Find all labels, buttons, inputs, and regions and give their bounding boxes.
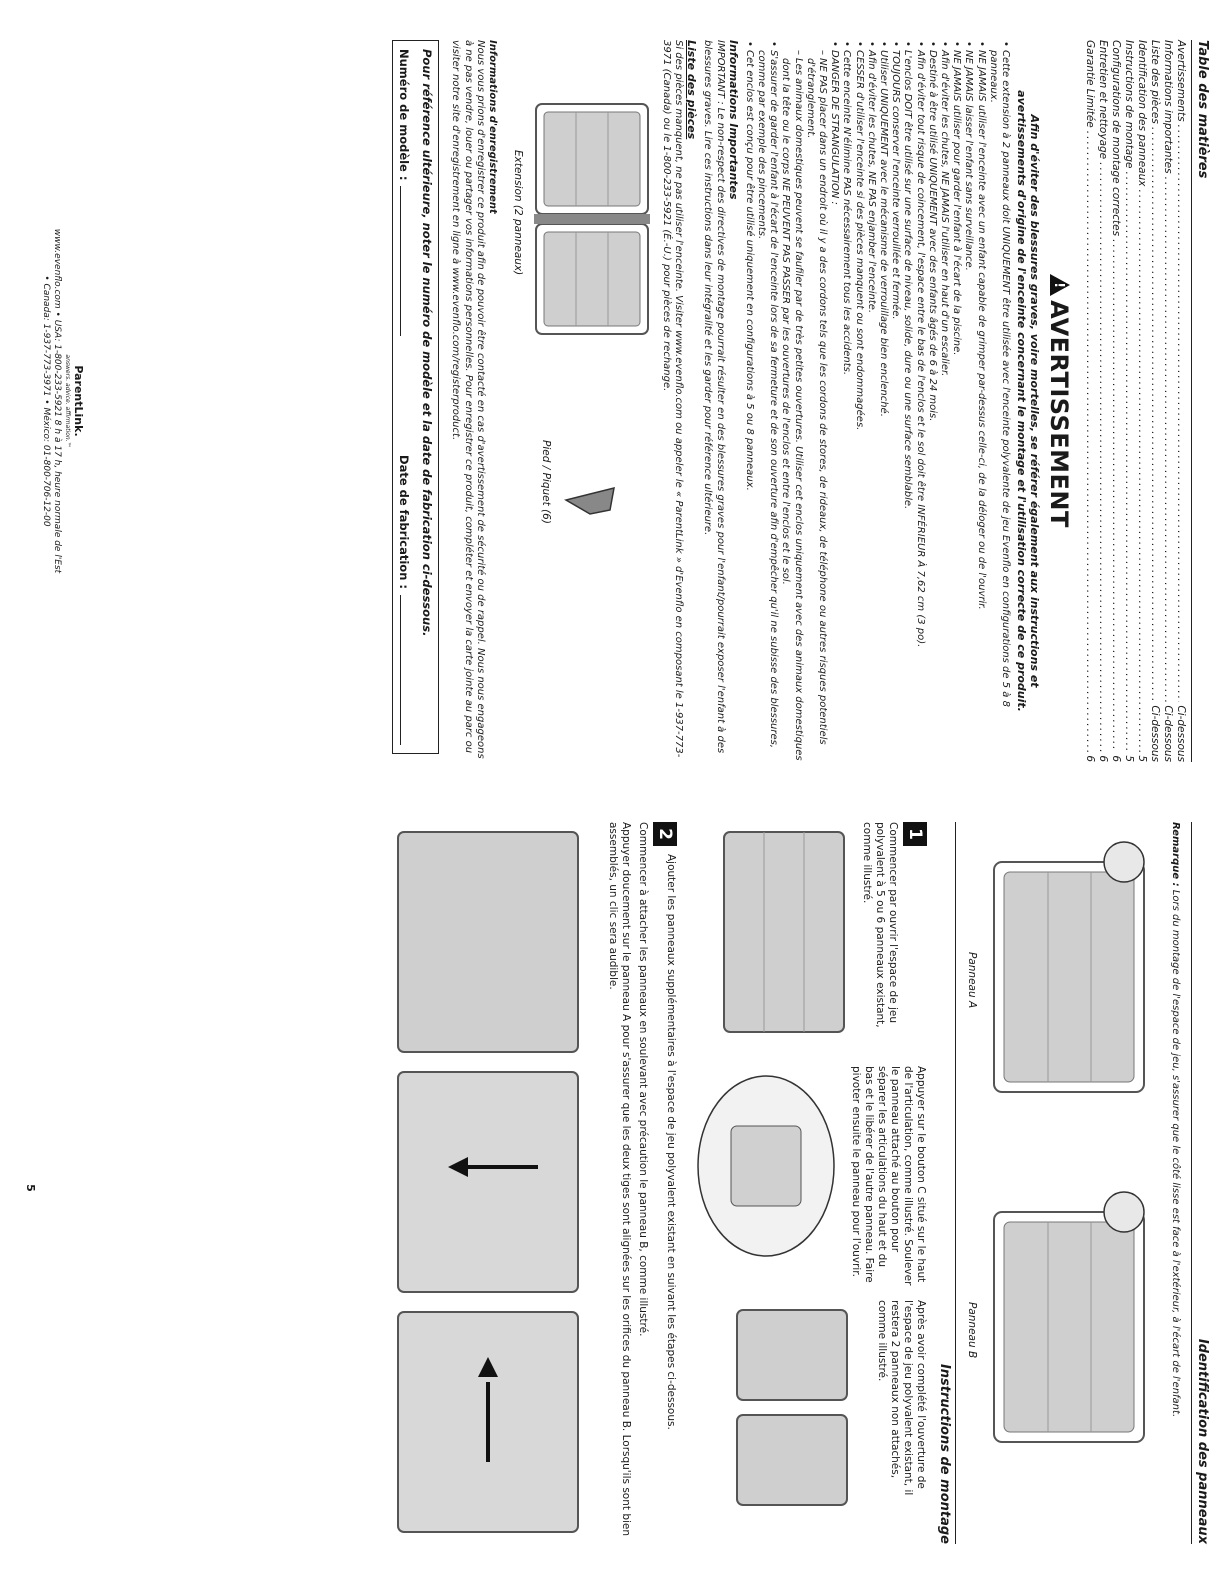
important-text: IMPORTANT : Le non-respect des directives de montage pourrait résulter en des blessures graves pour l'enfant/pourrait exposer l'enfant à des blessures graves. Lire ces instructions dans leur intégralité et les garder pour référence ultérieure. [702,40,726,754]
stake-caption: Pied / Piquet (6) [539,440,552,524]
toc-row[interactable] [1096,40,1109,762]
step-1c-text: Après avoir complété l'ouverture de l'espace de jeu polyvalent existant, il restera 2 panneaux non attachés, comme illustré. [876,1300,927,1496]
reference-box [392,40,439,754]
step-1c-illustration [717,1300,867,1510]
toc-page: 5 [1123,755,1135,762]
toc-row[interactable] [1148,40,1161,762]
panel-identification-figure [954,822,1164,1544]
toc-page: Ci-dessous [1175,705,1187,762]
panel-b-caption: Panneau B [966,1302,978,1359]
step-1b-illustration [691,1066,841,1266]
warning-title: !AVERTISSEMENT [1045,40,1073,762]
step-1b-text: Appuyer sur le bouton C situé sur le haut de l'articulation, comme illustré. Soulever le panneau attaché au bouton pour séparer les articulations du haut et du bas et le libérer de l'autre panneau. Faire pivoter ensuite le panneau pour l'ouvrir. [850,1066,927,1286]
toc-page: Ci-dessous [1162,705,1174,762]
table-of-contents [1083,40,1187,762]
parts-figure [510,40,660,762]
warning-item: • Utiliser UNIQUEMENT avec le mécanisme de verrouillage bien enclenché. [877,50,889,762]
step-1-illustration [704,822,854,1052]
toc-page: 6 [1110,755,1122,762]
toc-label: Garantie Limitée [1084,40,1096,128]
toc-leader [1083,131,1096,753]
step-1-text: Commencer par ouvrir l'espace de jeu polyvalent à 5 ou 6 panneaux existant, comme illustré. [861,822,899,1028]
toc-leader [1148,127,1161,703]
warning-item: – NE PAS placer dans un endroit où il y a des cordons tels que les cordons de stores, de rideaux, de téléphone ou autres risques potentiels d'étranglement. [804,50,828,762]
warning-item: • TOUJOURS conserver l'enceinte verrouillée et fermée. [889,50,901,762]
toc-label: Avertissements [1175,40,1187,122]
page-number: 5 [24,1184,37,1192]
step-2b-text: Commencer à attacher les panneaux en soulevant avec précaution le panneau B, comme illustré. [637,822,649,1337]
step-2-text: Ajouter les panneaux supplémentaires à l'espace de jeu polyvalent existant en suivant les étapes ci-dessous. [665,854,677,1430]
warning-item: • DANGER DE STRANGULATION : [828,50,840,762]
warning-item: • CESSER d'utiliser l'enceinte si des pièces manquent ou sont endommagées. [852,50,864,762]
extension-caption: Extension (2 panneaux) [511,150,524,276]
toc-leader [1161,177,1174,703]
toc-label: Entretien et nettoyage [1097,40,1109,160]
stake-illustration [560,480,620,520]
footer-line-1: www.evenflo.com • USA: 1-800-233-5921 8 h à 17 h, heure normale de l'Est [52,228,62,574]
assembly-rule [955,822,956,1544]
warning-item: • NE JAMAIS laisser l'enfant sans surveillance. [962,50,974,762]
registration-title: Informations d'enregistrement [486,40,498,214]
warning-subtitle: Afin d'éviter des blessures graves, voire mortelles, se référer également aux instructions et avertissements d'origine de l'enceinte concernant le montage et l'utilisation correcte de ce produit. [1015,90,1041,712]
right-rule [1191,822,1192,1544]
step-1 [687,822,927,1544]
warning-item: • L'enclos DOIT être utilisé sur une surface de niveau, solide, dure ou une surface semblable. [901,50,913,762]
step-2c-text: Appuyer doucement sur le panneau A pour s'assurer que les deux tiges sont alignées sur les orifices du panneau B. Lorsqu'ils sont bien assemblés, un clic sera audible. [607,822,632,1537]
toc-label: Liste des pièces [1149,40,1161,124]
note: Remarque : Lors du montage de l'espace de jeu, s'assurer que le côté lisse est face à l'extérieur, à l'écart de l'enfant. [1170,822,1181,1418]
warning-item: • S'assurer de garder l'enfant à l'écart de l'enceinte lors de sa fermeture et de son ouverture afin d'empêcher qu'il ne subisse des blessures, comme par exemple des pincements. [755,50,779,762]
toc-row[interactable] [1135,40,1148,762]
assembly-title: Instructions de montage [937,1363,952,1544]
toc-leader [1135,189,1148,752]
extension-panels-illustration [524,100,654,360]
toc-label: Instructions de montage [1123,40,1135,169]
step-2-illustration [378,822,598,1542]
toc-row[interactable] [1083,40,1096,762]
warning-item: – Les animaux domestiques peuvent se faufiler par de très petites ouvertures. Utiliser cet enclos uniquement avec des animaux domestiques dont la tête ou le corps NE PEUVENT PAS PASSER par les ouvertures de l'enclos et entre l'enclos et le sol. [779,50,803,762]
toc-row[interactable] [1122,40,1135,762]
important-title: Informations Importantes [726,40,740,200]
toc-label: Configurations de montage correctes [1110,40,1122,237]
right-page [0,792,1224,1584]
toc-label: Informations importantes [1162,40,1174,174]
toc-row[interactable] [1161,40,1174,762]
toc-leader [1174,125,1187,703]
warning-triangle-icon [1050,274,1070,296]
toc-row[interactable] [1174,40,1187,762]
toc-label: Identification des panneaux [1136,40,1148,187]
registration-text: Nous vous prions d'enregistrer ce produit afin de pouvoir être contacté en cas d'avertissement de sécurité ou de rappel. Nous nous engageons à ne pas vendre, louer ou partager vos informations personnelles. Pour enregistrer ce produit, compléter et envoyer la carte jointe au parc ou visiter notre site d'enregistrement en ligne à www.evenflo.com/registerproduct. [450,40,486,759]
warning-item: • Cet enclos est conçu pour être utilisé uniquement en configurations à 5 ou 8 panneaux. [743,50,755,762]
toc-page: 5 [1136,755,1148,762]
toc-page: 6 [1084,755,1096,762]
parts-text: Si des pièces manquent, ne pas utiliser l'enceinte. Visiter www.evenflo.com ou appeler le « ParentLink » d'Evenflo en composant le 1-937-773-3971 (Canada) ou le 1-800-233-5921 (É.-U.) pour pièces de rechange. [660,40,685,758]
reference-text: Pour référence ultérieure, noter le numéro de modèle et la date de fabrication ci-dessous. [420,49,435,637]
warning-item: • Afin d'éviter tout risque de coincement, l'espace entre le bas de l'enclos et le sol doit être INFÉRIEUR À 7,62 cm (3 po). [913,50,925,762]
step-2-number: 2 [653,822,677,846]
footer-line-2: • Canada: 1-937-773-3971 • México: 01-800-706-12-00 [41,275,51,527]
step-2 [374,822,677,1544]
toc-row[interactable] [1109,40,1122,762]
toc-rule [1191,40,1192,762]
warning-list [743,40,1011,762]
warning-item: • Cette enceinte N'élimine PAS nécessairement tous les accidents. [840,50,852,762]
toc-leader [1109,239,1122,752]
footer [40,40,84,762]
panel-id-title: Identification des panneaux [1195,1338,1210,1544]
parentlink-tagline: answers. advice. affirmation.™ [64,354,71,448]
toc-page: Ci-dessous [1149,705,1161,762]
warning-item: • NE JAMAIS utiliser l'enceinte avec un enfant capable de grimper par-dessus celle-ci, de la déloger ou de l'ouvrir. [974,50,986,762]
warning-item: • Cette extension à 2 panneaux doit UNIQUEMENT être utilisée avec l'enceinte polyvalente de jeu Evenflo en configurations de 5 à 8 panneaux. [987,50,1011,762]
parts-title: Liste des pièces [685,40,699,140]
parentlink-logo: ParentLink. [72,365,85,437]
warning-item: • Afin d'éviter les chutes, NE JAMAIS l'utiliser en haut d'un escalier. [938,50,950,762]
manufacture-date-field[interactable]: Date de fabrication : [397,455,412,745]
toc-leader [1096,162,1109,752]
warning-item: • Afin d'éviter les chutes, NE PAS enjamber l'enceinte. [865,50,877,762]
toc-title: Table des matières [1195,40,1210,179]
toc-page: 6 [1097,755,1109,762]
toc-leader [1122,171,1135,752]
model-number-field[interactable]: Numéro de modèle : [397,49,412,336]
panels-illustration [964,822,1164,1542]
step-1-number: 1 [903,822,927,846]
warning-item: • NE JAMAIS utiliser pour garder l'enfant à l'écart de la piscine. [950,50,962,762]
panel-a-caption: Panneau A [966,952,978,1009]
warning-item: • Destiné à être utilisé UNIQUEMENT avec des enfants âgés de 6 à 24 mois. [926,50,938,762]
